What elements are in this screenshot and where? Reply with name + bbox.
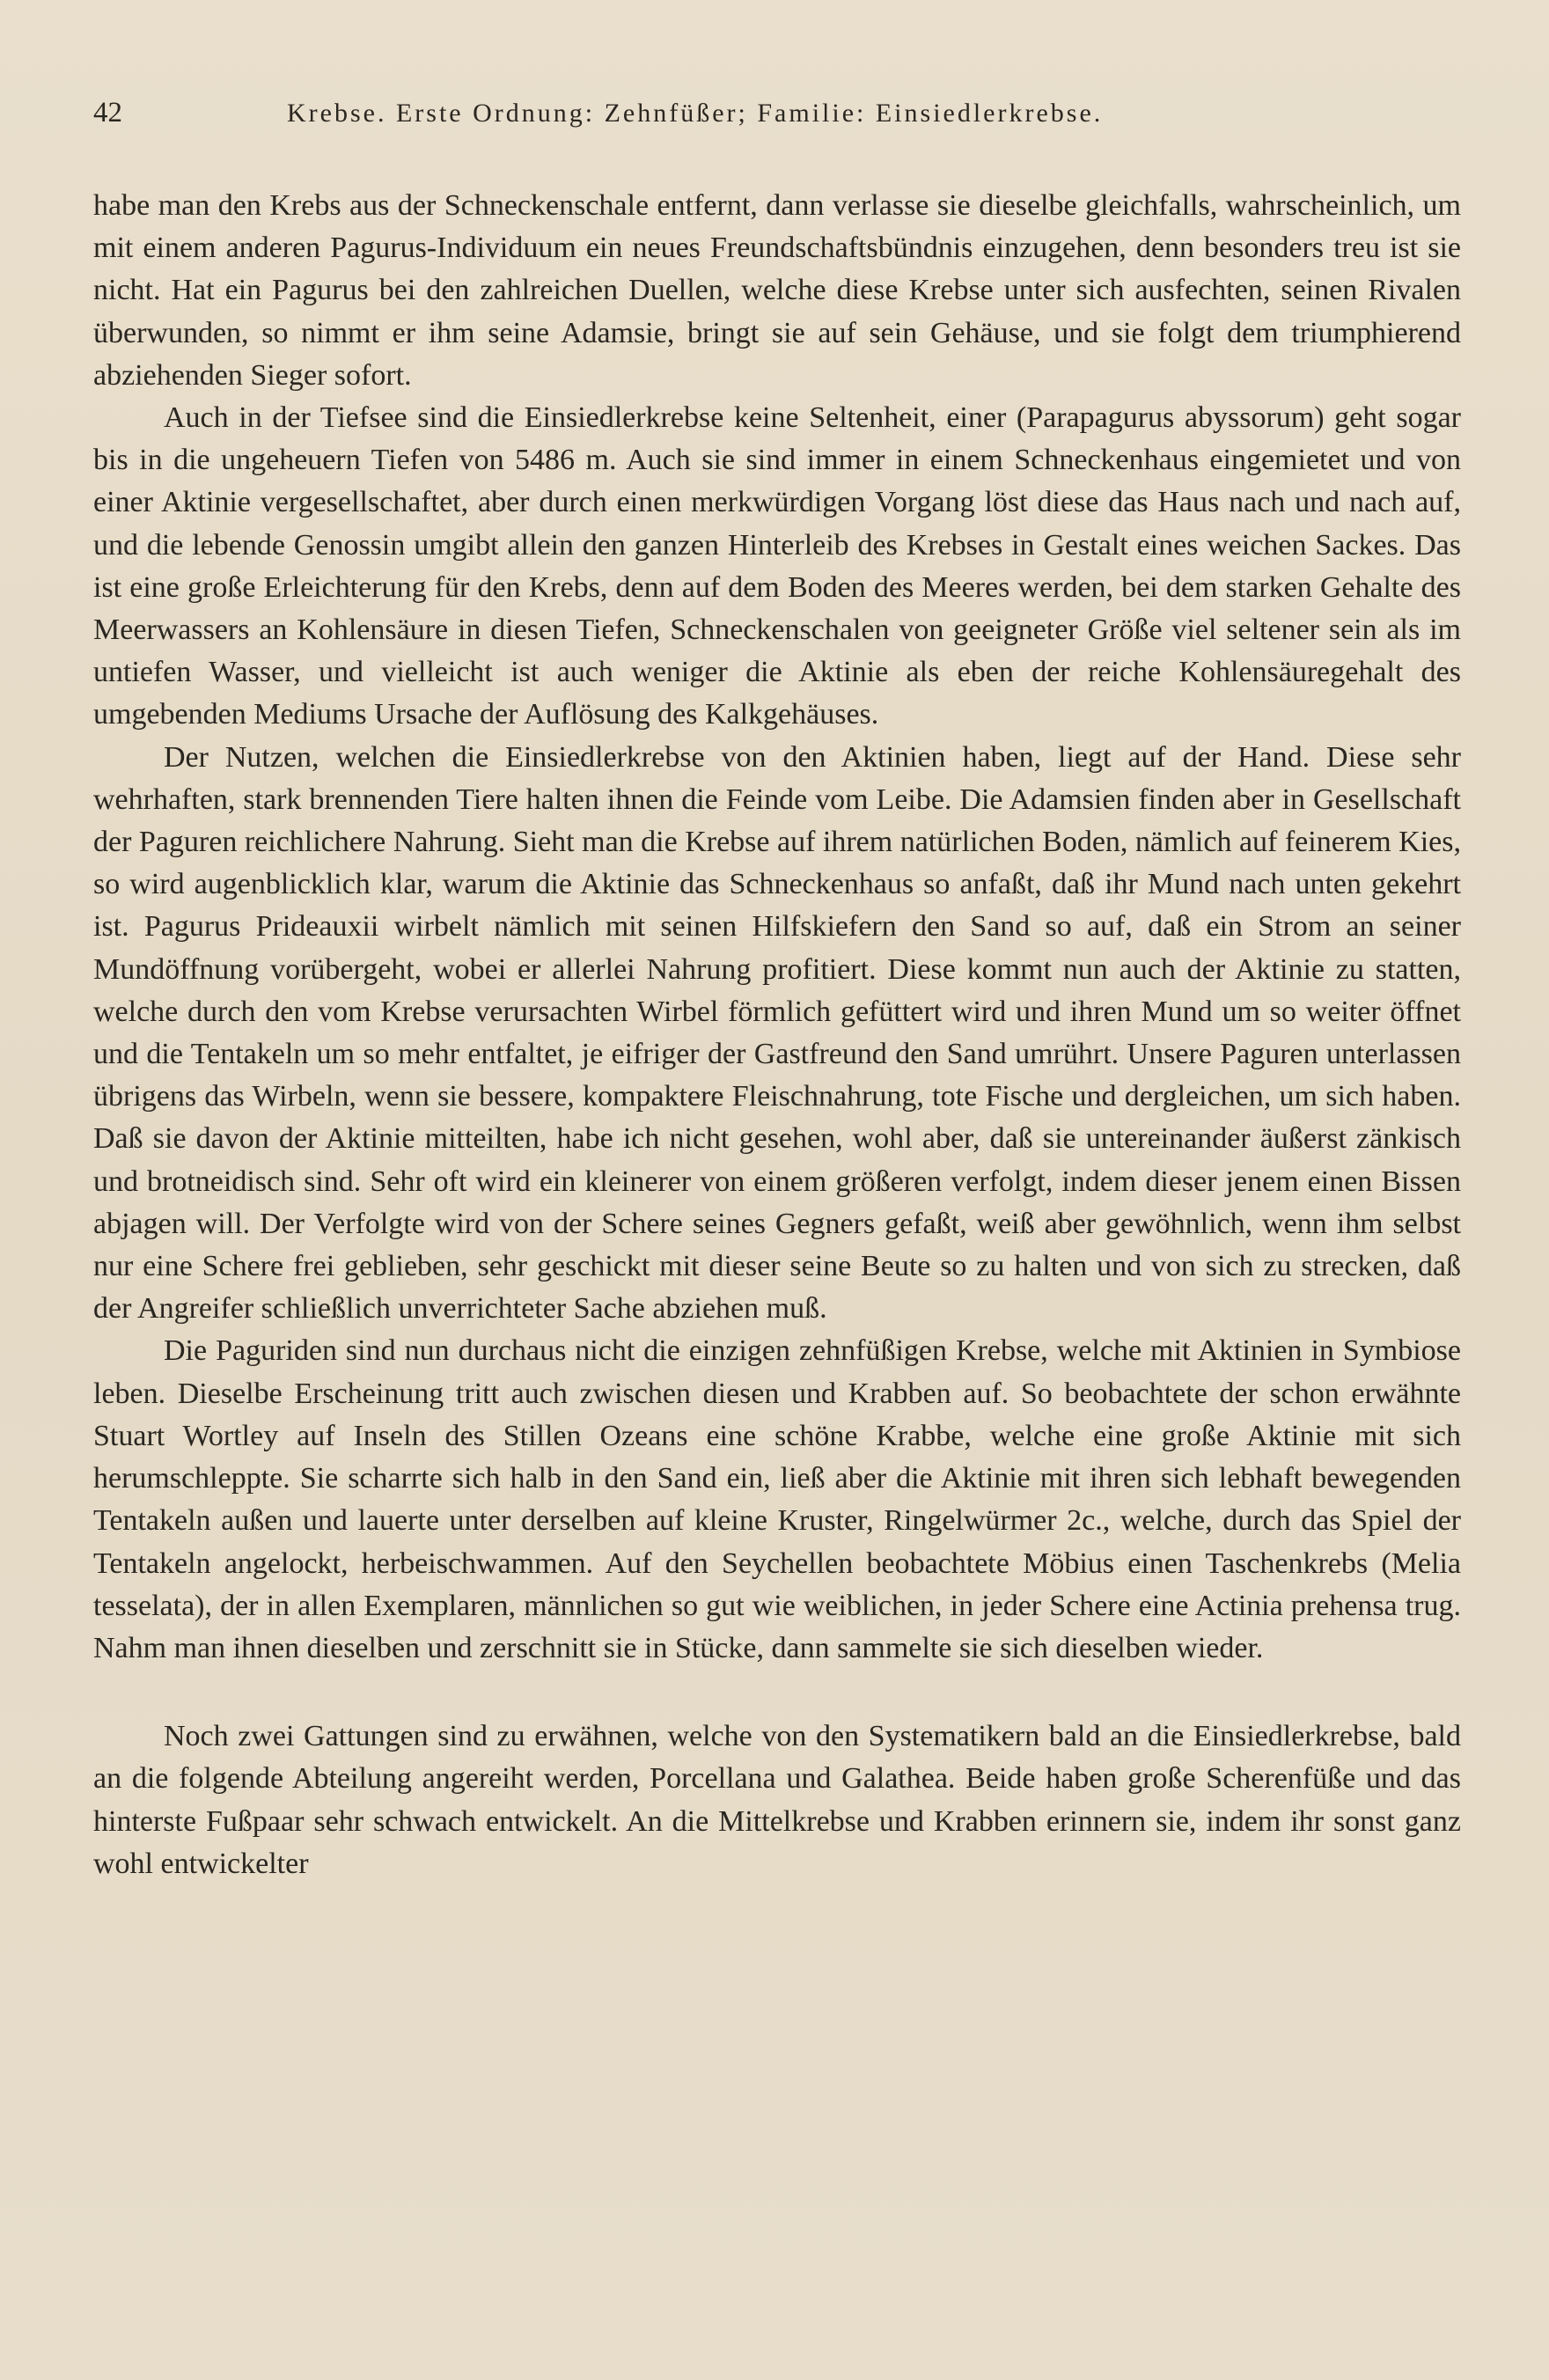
body-text: [93, 185, 1461, 1885]
running-head-title: Krebse. Erste Ordnung: Zehnfüßer; Familie: Einsiedlerkrebse.: [287, 99, 1104, 128]
paragraph-1: habe man den Krebs aus der Schneckenschale entfernt, dann verlasse sie dieselbe gleichfalls, wahrscheinlich, um mit einem anderen Pagurus-Individuum ein neues Freundschaftsbündnis einzugehen, denn besonders treu ist sie nicht. Hat ein Pagurus bei den zahlreichen Duellen, welche diese Krebse unter sich ausfechten, seinen Rivalen überwunden, so nimmt er ihm seine Adamsie, bringt sie auf sein Gehäuse, und sie folgt dem triumphierend abziehenden Sieger sofort.: [93, 189, 1461, 392]
page-number: 42: [93, 97, 122, 129]
paragraph-2: Auch in der Tiefsee sind die Einsiedlerkrebse keine Seltenheit, einer (Parapagurus abyssorum) geht sogar bis in die ungeheuern Tiefen von 5486 m. Auch sie sind immer in einem Schneckenhaus eingemietet und von einer Aktinie vergesellschaftet, aber durch einen merkwürdigen Vorgang löst diese das Haus nach und nach auf, und die lebende Genossin umgibt allein den ganzen Hinterleib des Krebses in Gestalt eines weichen Sackes. Das ist eine große Erleichterung für den Krebs, denn auf dem Boden des Meeres werden, bei dem starken Gehalte des Meerwassers an Kohlensäure in diesen Tiefen, Schneckenschalen von geeigneter Größe viel seltener sein als im untiefen Wasser, und vielleicht ist auch weniger die Aktinie als eben der reiche Kohlensäuregehalt des umgebenden Mediums Ursache der Auflösung des Kalkgehäuses.: [93, 401, 1461, 731]
running-head: [93, 97, 1461, 146]
paragraph-4: Die Paguriden sind nun durchaus nicht die einzigen zehnfüßigen Krebse, welche mit Aktinien in Symbiose leben. Dieselbe Erscheinung tritt auch zwischen diesen und Krabben auf. So beobachtete der schon erwähnte Stuart Wortley auf Inseln des Stillen Ozeans eine schöne Krabbe, welche eine große Aktinie mit sich herumschleppte. Sie scharrte sich halb in den Sand ein, ließ aber die Aktinie mit ihren sich lebhaft bewegenden Tentakeln außen und lauerte unter derselben auf kleine Kruster, Ringelwürmer 2c., welche, durch das Spiel der Tentakeln angelockt, herbeischwammen. Auf den Seychellen beobachtete Möbius einen Taschenkrebs (Melia tesselata), der in allen Exemplaren, männlichen so gut wie weiblichen, in jeder Schere eine Actinia prehensa trug. Nahm man ihnen dieselben und zerschnitt sie in Stücke, dann sammelte sie sich dieselben wieder.: [93, 1334, 1461, 1664]
paragraph-5: Noch zwei Gattungen sind zu erwähnen, welche von den Systematikern bald an die Einsiedlerkrebse, bald an die folgende Abteilung angereiht werden, Porcellana und Galathea. Beide haben große Scherenfüße und das hinterste Fußpaar sehr schwach entwickelt. An die Mittelkrebse und Krabben erinnern sie, indem ihr sonst ganz wohl entwickelter: [93, 1720, 1461, 1880]
paragraph-3: Der Nutzen, welchen die Einsiedlerkrebse von den Aktinien haben, liegt auf der Hand. Diese sehr wehrhaften, stark brennenden Tiere halten ihnen die Feinde vom Leibe. Die Adamsien finden aber in Gesellschaft der Paguren reichlichere Nahrung. Sieht man die Krebse auf ihrem natürlichen Boden, nämlich auf feinerem Kies, so wird augenblicklich klar, warum die Aktinie das Schneckenhaus so anfaßt, daß ihr Mund nach unten gekehrt ist. Pagurus Prideauxii wirbelt nämlich mit seinen Hilfskiefern den Sand so auf, daß ein Strom an seiner Mundöffnung vorübergeht, wobei er allerlei Nahrung profitiert. Diese kommt nun auch der Aktinie zu statten, welche durch den vom Krebse verursachten Wirbel förmlich gefüttert wird und ihren Mund um so weiter öffnet und die Tentakeln um so mehr entfaltet, je eifriger der Gastfreund den Sand umrührt. Unsere Paguren unterlassen übrigens das Wirbeln, wenn sie bessere, kompaktere Fleischnahrung, tote Fische und dergleichen, um sich haben. Daß sie davon der Aktinie mitteilten, habe ich nicht gesehen, wohl aber, daß sie untereinander äußerst zänkisch und brotneidisch sind. Sehr oft wird ein kleinerer von einem größeren verfolgt, indem dieser jenem einen Bissen abjagen will. Der Verfolgte wird von der Schere seines Gegners gefaßt, weiß aber gewöhnlich, wenn ihm selbst nur eine Schere frei geblieben, sehr geschickt mit dieser seine Beute so zu halten und von sich zu strecken, daß der Angreifer schließlich unverrichteter Sache abziehen muß.: [93, 740, 1461, 1326]
